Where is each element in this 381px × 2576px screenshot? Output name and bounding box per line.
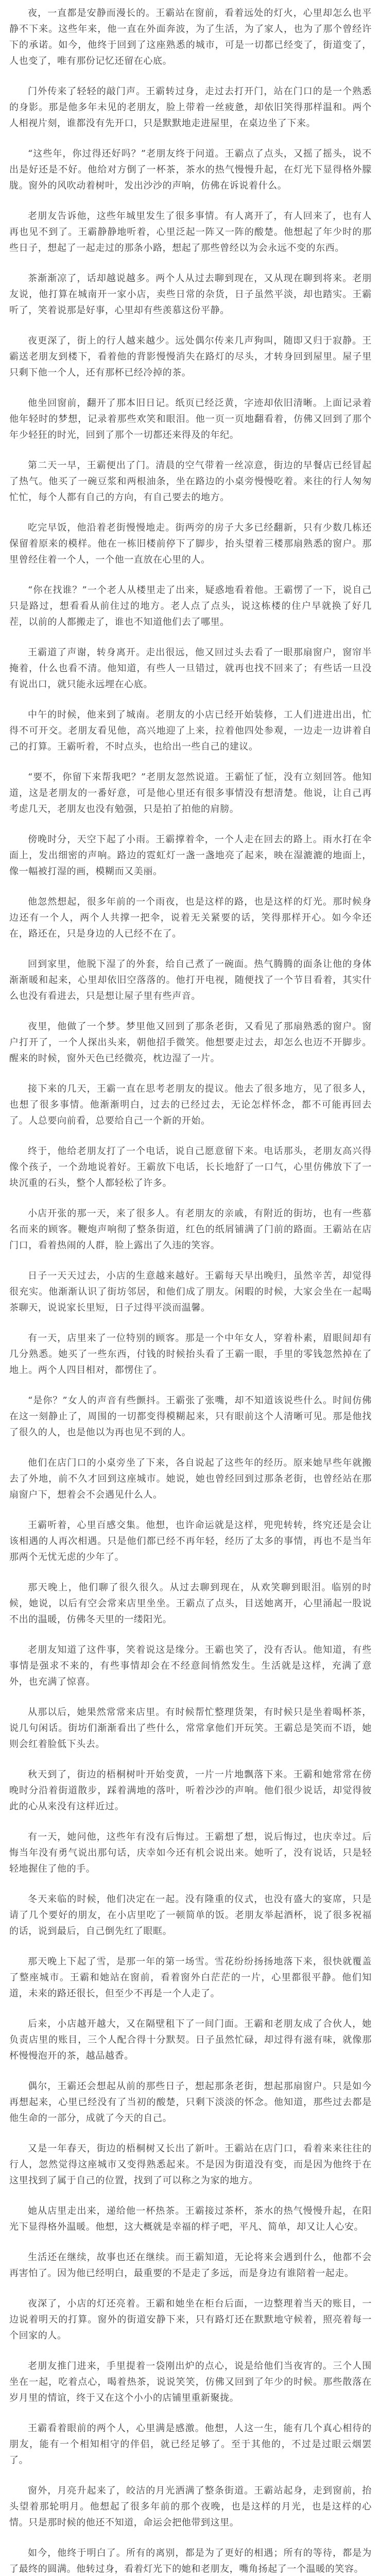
article-paragraph: 夜更深了，街上的行人越来越少。远处偶尔传来几声狗叫，随即又归于寂静。王霸送老朋友到楼下，看着他的背影慢慢消失在路灯的尽头，才转身回到屋里。屋子里只剩下他一个人，还有那杯已经冷掉的茶。	[9, 335, 372, 378]
article-paragraph: 夜里，他做了一个梦。梦里他又回到了那条老街，又看见了那扇熟悉的窗户。窗户打开了，一个人探出头来，朝他招手微笑。他想要走过去，却怎么也迈不开脚步。醒来的时候，窗外天色已经微亮，枕边湿了一片。	[9, 1021, 372, 1064]
article-paragraph: 日子一天天过去，小店的生意越来越好。王霸每天早出晚归，虽然辛苦，却觉得很充实。他渐渐认识了街坊邻居，和他们成了朋友。闲暇的时候，大家会坐在一起喝茶聊天，说说家长里短，日子过得平淡而温馨。	[9, 1270, 372, 1313]
article-paragraph: 老朋友推门进来，手里提着一袋刚出炉的点心，说是给他们当夜宵的。三个人围坐在一起，吃着点心，喝着热茶，说说笑笑，仿佛又回到了年少的时候。那些散落在岁月里的情谊，终于又在这个小小的店铺里重新聚拢。	[9, 2361, 372, 2403]
article-paragraph: 有一天，她问他，这些年有没有后悔过。王霸想了想，说后悔过，也庆幸过。后悔当年没有勇气说出那句话，庆幸如今还有机会说出来。她听了，没有说话，只是轻轻地握住了他的手。	[9, 1832, 372, 1874]
article-paragraph: 他忽然想起，很多年前的一个雨夜，也是这样的路，也是这样的灯光。那时候身边还有一个人，两个人共撑一把伞，说着无关紧要的话，笑得那样开心。如今伞还在，路还在，只是身边的人已经不在了。	[9, 896, 372, 939]
article-paragraph: 夜，一直都是安静而漫长的。王霸站在窗前，看着远处的灯火，心里却怎么也平静不下来。这些年来，他一直在外面奔波，为了生活，为了家人，也为了那个曾经许下的承诺。如今，他终于回到了这座熟悉的城市，可是一切都已经变了，街道变了，人也变了，唯有那份记忆还留在心底。	[9, 8, 372, 66]
article-paragraph: 回到家里，他脱下湿了的外套，给自己煮了一碗面。热气腾腾的面条让他的身体渐渐暖和起来，心里却依旧空落落的。他打开电视，随便找了一个节目看着，其实什么也没有看进去，只是想让屋子里有些声音。	[9, 959, 372, 1002]
article-paragraph: 王霸听着，心里百感交集。他想，也许命运就是这样，兜兜转转，终究还是会让该相遇的人再次相遇。只是他们都已经不再年轻，经历了太多的事情，再也不是当年那两个无忧无虑的少年了。	[9, 1520, 372, 1563]
article-paragraph: 她从店里走出来，递给他一杯热茶。王霸接过茶杯，茶水的热气慢慢升起，在阳光下显得格外温暖。他想，这大概就是幸福的样子吧，平凡、简单，却又让人心安。	[9, 2206, 372, 2232]
article-paragraph: 小店开张的那一天，来了很多人。有老朋友的亲戚，有附近的街坊，也有一些慕名而来的顾客。鞭炮声响彻了整条街道，红色的纸屑铺满了门前的路面。王霸站在店门口，看着热闹的人群，脸上露出了久违的笑容。	[9, 1208, 372, 1251]
article-paragraph: 如今，他终于明白了。所有的离别，都是为了更好的相遇；所有的等待，都是为了最终的圆满。他转过身，看着灯光下的她和老朋友，嘴角扬起了一个温暖的笑容。	[9, 2548, 372, 2574]
article-paragraph: 吃完早饭，他沿着老街慢慢地走。街两旁的房子大多已经翻新，只有少数几栋还保留着原来的模样。他在一栋旧楼前停下了脚步，抬头望着三楼那扇熟悉的窗户。那里曾经住着一个人，一个他一直放在心里的人。	[9, 522, 372, 565]
article-paragraph: 第二天一早，王霸便出了门。清晨的空气带着一丝凉意，街边的早餐店已经冒起了热气。他买了一碗豆浆和两根油条，坐在路边的小桌旁慢慢吃着。来往的行人匆匆忙忙，每个人都有自己的方向，有自己要去的地方。	[9, 460, 372, 503]
article-paragraph: 老朋友知道了这件事，笑着说这是缘分。王霸也笑了，没有否认。他知道，有些事情是强求不来的，有些事情却会在不经意间悄然发生。生活就是这样，充满了意外，也充满了惊喜。	[9, 1645, 372, 1687]
article-paragraph: 那天晚上下起了雪，是那一年的第一场雪。雪花纷纷扬扬地落下来，很快就覆盖了整座城市。王霸和她站在窗前，看着窗外白茫茫的一片，心里都很平静。他们知道，未来的路还很长，但至少不再是一个人走了。	[9, 1956, 372, 1999]
article-paragraph: 秋天到了，街边的梧桐树叶开始变黄，一片一片地飘落下来。王霸和她常常在傍晚时分沿着街道散步，踩着满地的落叶，听着沙沙的声响。他们很少说话，却觉得彼此的心从来没有这样近过。	[9, 1769, 372, 1812]
article	[9, 5, 372, 2576]
article-paragraph: 从那以后，她果然常常来店里。有时候帮忙整理货架，有时候只是坐着喝杯茶，说几句闲话。街坊们渐渐看出了些什么，常常拿他们开玩笑。王霸总是笑而不语，她则会红着脸低下头去。	[9, 1707, 372, 1750]
article-paragraph: 他坐回窗前，翻开了那本旧日记。纸页已经泛黄，字迹却依旧清晰。上面记录着他年轻时的梦想，记录着那些欢笑和眼泪。他一页一页地翻看着，仿佛又回到了那个年少轻狂的时光，回到了那个一切都还来得及的年纪。	[9, 398, 372, 440]
article-paragraph: 后来，小店越开越大，又在隔壁租下了一间门面。王霸和老朋友成了合伙人，她负责店里的账目，三个人配合得十分默契。日子虽然忙碌，却过得有滋有味，就像那杯慢慢泡开的茶，越品越香。	[9, 2019, 372, 2061]
article-paragraph: 他们在店门口的小桌旁坐了下来，各自说起了这些年的经历。原来她早些年就搬去了外地，前不久才回到这座城市。她说，她也曾经回到过那条老街，也曾经站在那扇窗户下，想着会不会遇见什么人。	[9, 1458, 372, 1500]
article-paragraph: 又是一年春天，街边的梧桐树又长出了新叶。王霸站在店门口，看着来来往往的行人，忽然觉得这座城市又变得熟悉起来。不是因为街道没有变，而是因为他终于在这里找到了属于自己的位置，找到了可以称之为家的地方。	[9, 2143, 372, 2186]
article-paragraph: 生活还在继续，故事也还在继续。而王霸知道，无论将来会遇到什么，他都不会再害怕了。因为他已经明白，最重要的不是走了多远，而是身边有谁陪着一起走。	[9, 2252, 372, 2279]
article-paragraph: 茶渐渐凉了，话却越说越多。两个人从过去聊到现在，又从现在聊到将来。老朋友说，他打算在城南开一家小店，卖些日常的杂货，日子虽然平淡，却也踏实。王霸听了，笑着说那是好事，心里却有些羡慕这份平静。	[9, 273, 372, 316]
article-paragraph: “你在找谁？”一个老人从楼里走了出来，疑惑地看着他。王霸愣了一下，说自己只是路过，想看看从前住过的地方。老人点了点头，说这栋楼的住户早就换了好几茬，以前的人都搬走了，谁也不知道他们去了哪里。	[9, 585, 372, 628]
article-paragraph: “是你？”女人的声音有些颤抖。王霸张了张嘴，却不知道该说些什么。时间仿佛在这一刻静止了，周围的一切都变得模糊起来，只有眼前这个人清晰可见。那是他找了很久的人，也是他以为再也见不到的人。	[9, 1395, 372, 1438]
article-paragraph: 门外传来了轻轻的敲门声。王霸转过身，走过去打开门，站在门口的是一个熟悉的身影。那是他多年未见的老朋友，脸上带着一丝疲惫，却依旧笑得那样温和。两个人相视片刻，谁都没有先开口，只是默默地走进屋里，在桌边坐了下来。	[9, 86, 372, 129]
article-paragraph: 冬天来临的时候，他们决定在一起。没有隆重的仪式，也没有盛大的宴席，只是请了几个要好的朋友，在小店里吃了一顿简单的饭。老朋友举起酒杯，说了很多祝福的话，说到最后，自己倒先红了眼眶。	[9, 1894, 372, 1937]
article-paragraph: “这些年，你过得还好吗？”老朋友终于问道。王霸点了点头，又摇了摇头，说不出是好还是不好。他给对方倒了一杯茶，茶水的热气慢慢升起，在灯光下显得格外朦胧。窗外的风吹动着树叶，发出沙沙的声响，仿佛在诉说着什么。	[9, 148, 372, 191]
article-paragraph: 中午的时候，他来到了城南。老朋友的小店已经开始装修，工人们进进出出，忙得不可开交。老朋友看见他，高兴地迎了上来，拉着他四处参观，一边走一边讲着自己的打算。王霸听着，不时点头，也给出一些自己的建议。	[9, 709, 372, 752]
article-paragraph: 老朋友告诉他，这些年城里发生了很多事情。有人离开了，有人回来了，也有人再也见不到了。王霸静静地听着，心里泛起一阵又一阵的酸楚。他想起了年少时的那些日子，想起了一起走过的那条小路，想起了那些曾经以为会永远不变的东西。	[9, 211, 372, 253]
article-paragraph: 王霸道了声谢，转身离开。走出很远，他又回过头去看了一眼那扇窗户，窗帘半掩着，什么也看不清。他知道，有些人一旦错过，就再也找不回来了；有些话一旦没有说出口，就只能永远埋在心底。	[9, 647, 372, 690]
article-paragraph: 傍晚时分，天空下起了小雨。王霸撑着伞，一个人走在回去的路上。雨水打在伞面上，发出细密的声响。路边的霓虹灯一盏一盏地亮了起来，映在湿漉漉的地面上，像一幅被打湿的画，模糊而又美丽。	[9, 834, 372, 877]
article-paragraph: 王霸看着眼前的两个人，心里满是感激。他想，人这一生，能有几个真心相待的朋友，能有一个相知相守的伴侣，就已经足够了。至于其他的，不过是过眼云烟罢了。	[9, 2423, 372, 2466]
article-paragraph: 窗外，月亮升起来了，皎洁的月光洒满了整条街道。王霸站起身，走到窗前，抬头望着那轮明月。他想起了很多年前的那个夜晚，也是这样的月光，也是这样的心情。只是那时候的他还不知道，命运会把他带到这里。	[9, 2485, 372, 2528]
article-paragraph: 那天晚上，他们聊了很久很久。从过去聊到现在，从欢笑聊到眼泪。临别的时候，她说，以后有空会常来店里坐坐。王霸点了点头，目送她离开，心里涌起一股说不出的温暖，仿佛冬天里的一缕阳光。	[9, 1582, 372, 1625]
article-paragraph: 偶尔，王霸还会想起从前的那些日子，想起那条老街，想起那扇窗户。只是如今再想起来，心里已经没有了当初的酸楚，只剩下淡淡的怀念。他知道，那些过去都是他生命的一部分，成就了今天的自己。	[9, 2081, 372, 2124]
article-paragraph: 夜深了，小店的灯还亮着。王霸和她坐在柜台后面，一边整理着当天的账目，一边说着明天的打算。窗外的街道安静下来，只有路灯还在默默地守候着，照亮着每一个回家的人。	[9, 2298, 372, 2341]
article-paragraph: 有一天，店里来了一位特别的顾客。那是一个中年女人，穿着朴素，眉眼间却有几分熟悉。她买了一些东西，付钱的时候抬头看了王霸一眼，手里的零钱忽然掉在了地上。两个人四目相对，都愣住了。	[9, 1333, 372, 1376]
article-paragraph: 终于，他给老朋友打了一个电话，说自己愿意留下来。电话那头，老朋友高兴得像个孩子，一个劲地说着好。王霸放下电话，长长地舒了一口气，心里仿佛放下了一块沉重的石头，整个人都轻松了许多。	[9, 1146, 372, 1189]
article-paragraph: “要不，你留下来帮我吧？”老朋友忽然说道。王霸怔了怔，没有立刻回答。他知道，这是老朋友的一番好意，可是他心里还有很多事情没有想清楚。他说，让自己再考虑几天，老朋友也没有勉强，只是拍了拍他的肩膀。	[9, 772, 372, 815]
article-paragraph: 接下来的几天，王霸一直在思考老朋友的提议。他去了很多地方，见了很多人，也想了很多事情。他渐渐明白，过去的已经过去，无论怎样怀念，都不可能再回去了。人总要向前看，总要给自己一个新的开始。	[9, 1083, 372, 1126]
